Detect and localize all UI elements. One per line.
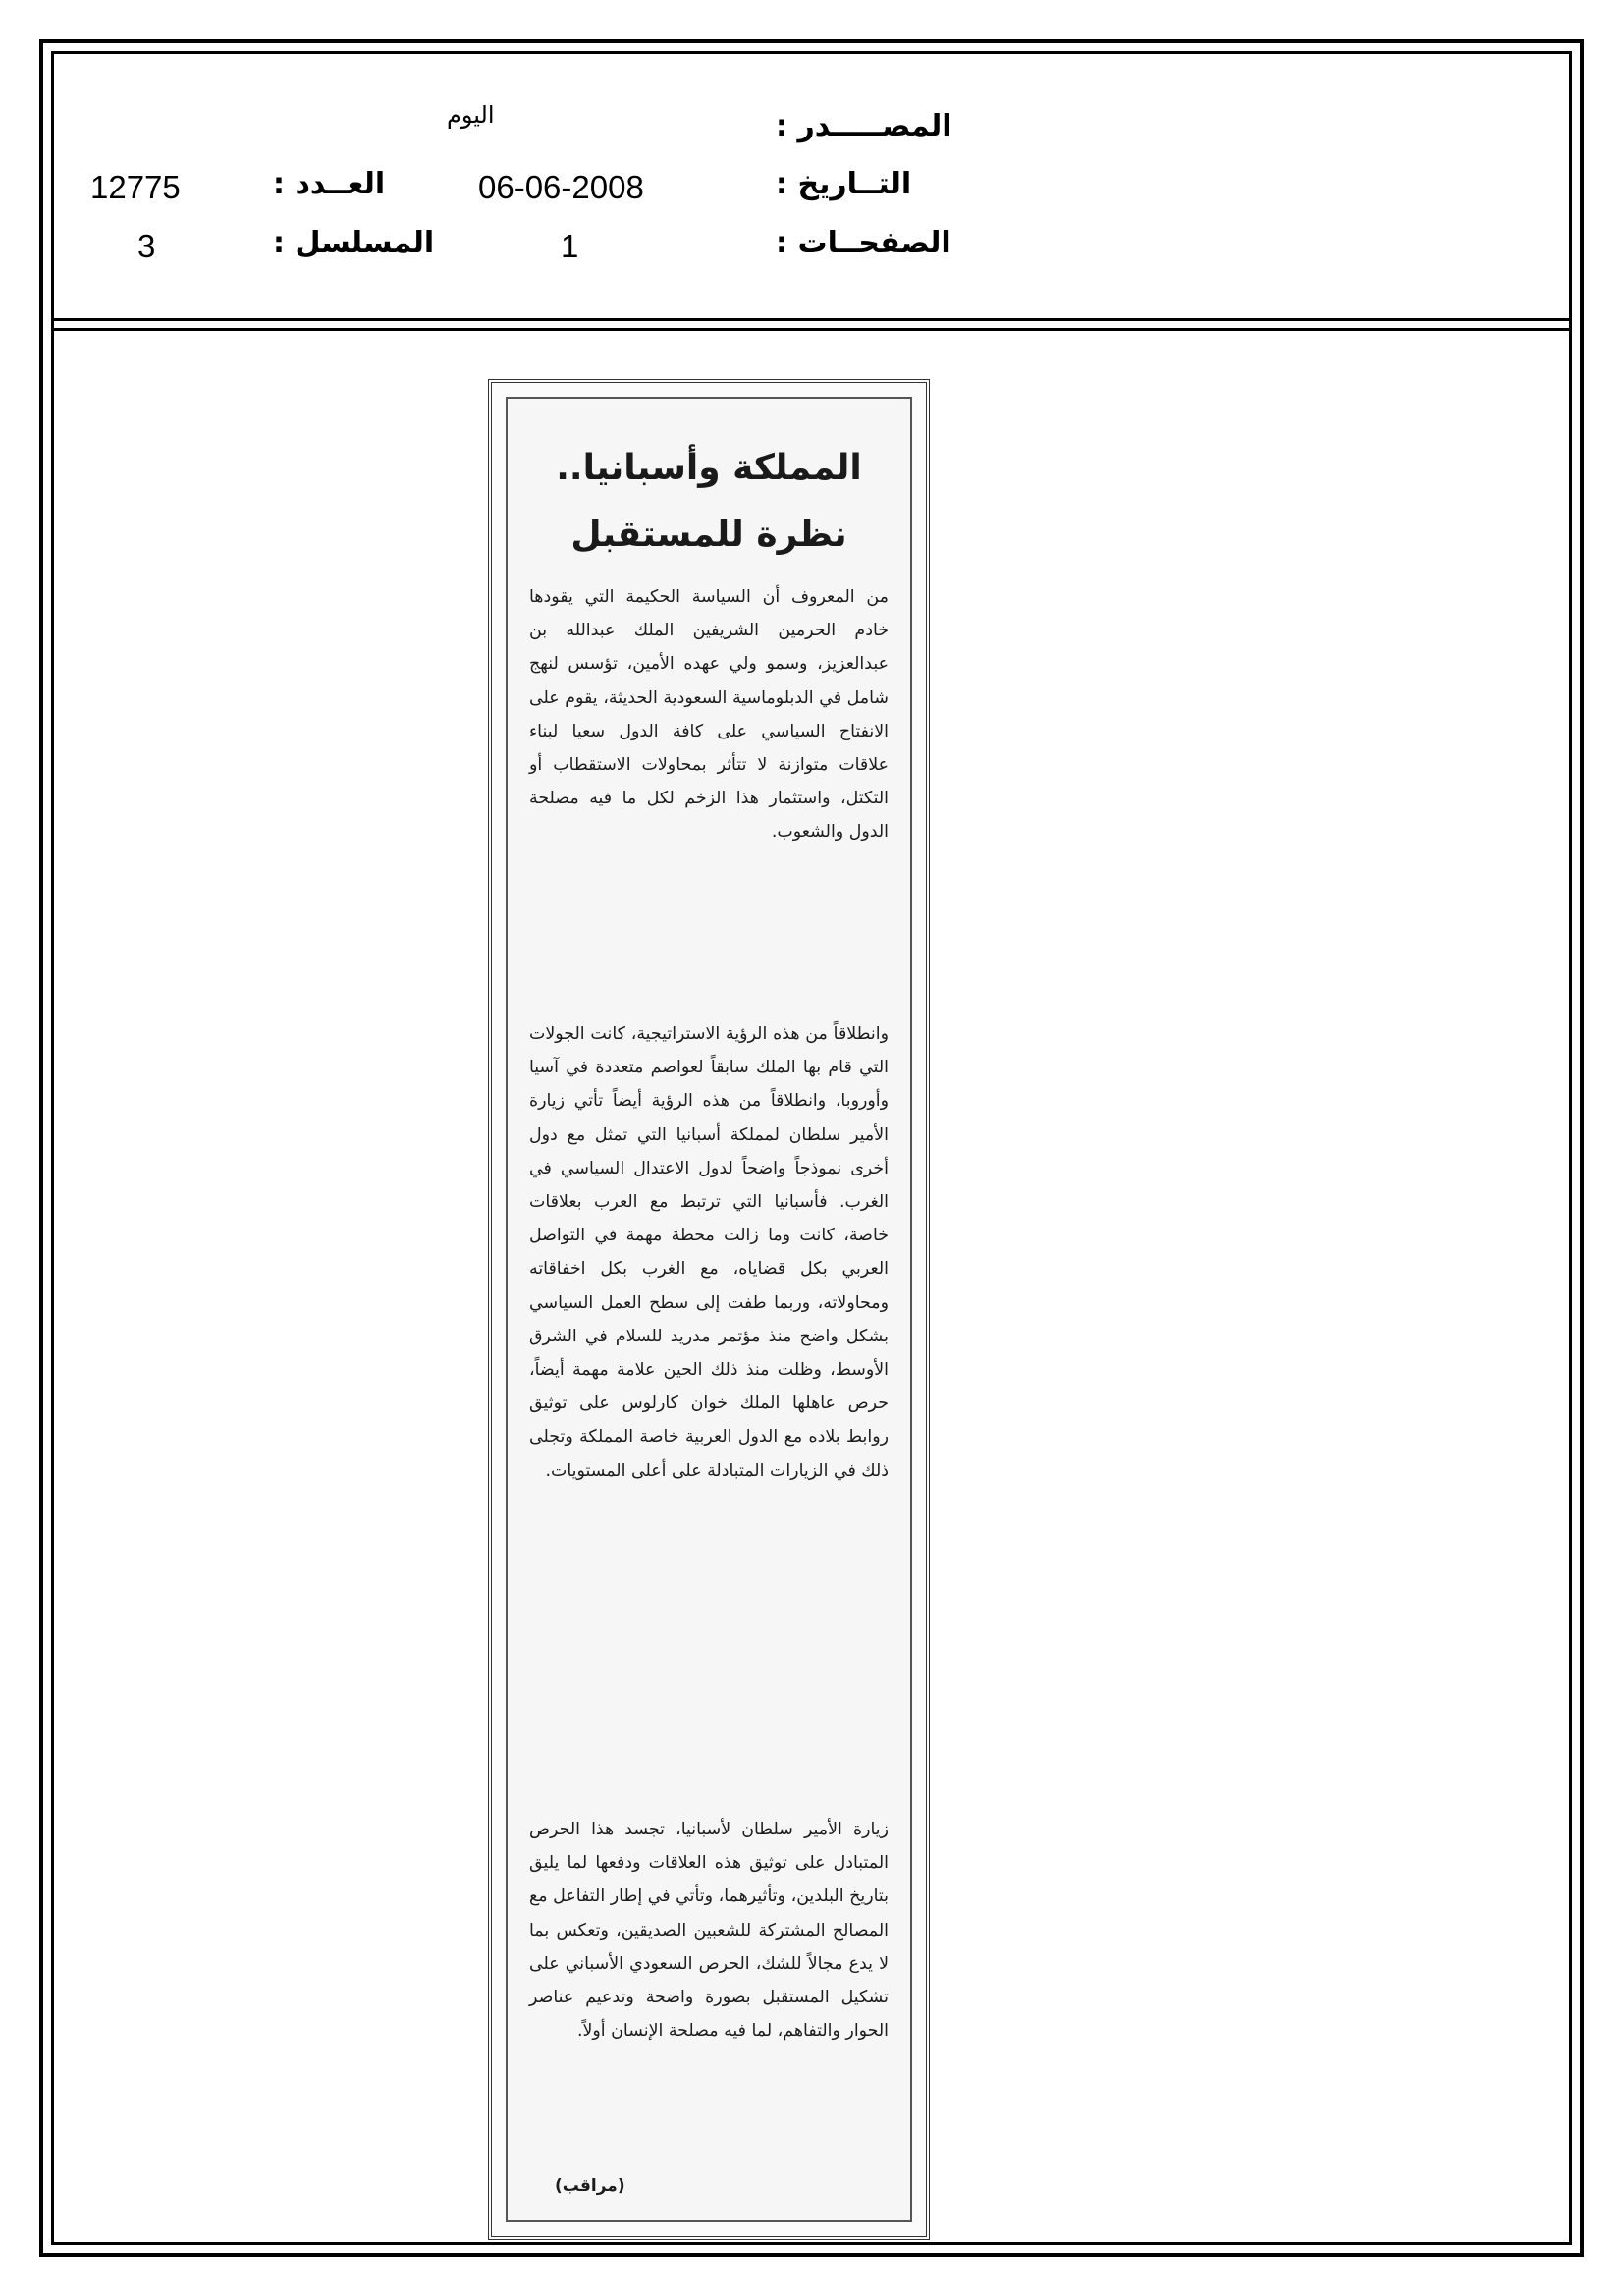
article-paragraph: زيارة الأمير سلطان لأسبانيا، تجسد هذا الحرص المتبادل على توثيق هذه العلاقات ودفعها لما يليق بتاريخ البلدين، وتأثيرهما، وتأتي في إطار التفاعل مع المصالح المشتركة للشعبين الصديقين، وتعكس بما لا يدع مجالاً للشك، الحرص السعودي الأسباني على تشكيل المستقبل بصورة واضحة وتدعيم عناصر الحوار والتفاهم، لما فيه مصلحة الإنسان أولاً.: [529, 1820, 889, 2042]
issue-value: 12775: [90, 169, 181, 205]
source-label: المصـــــدر :: [776, 109, 952, 143]
pages-label: الصفحــات :: [776, 226, 951, 260]
article-paragraph: من المعروف أن السياسة الحكيمة التي يقودها خادم الحرمين الشريفين الملك عبدالله بن عبدالعزيز، وسمو ولي عهده الأمين، تؤسس لنهج شامل في الدبلوماسية السعودية الحديثة، يقوم على الانفتاح السياسي على كافة الدول سعيا لبناء علاقات متوازنة لا تتأثر بمحاولات الاستقطاب أو التكتل، واستثمار هذا الزخم لكل ما فيه مصلحة الدول والشعوب.: [529, 587, 889, 843]
serial-label: المسلسل :: [273, 226, 435, 260]
header-divider-second: [51, 328, 1572, 331]
article-title-line-2: نظرة للمستقبل: [570, 515, 847, 555]
pages-value: 1: [561, 228, 579, 264]
serial-value: 3: [137, 228, 156, 264]
article-clipping: [488, 379, 930, 2240]
source-value: اليوم: [447, 101, 495, 129]
article-clipping-inner: [506, 397, 912, 2222]
issue-label: العــدد :: [273, 167, 386, 201]
article-paragraph: وانطلاقاً من هذه الرؤية الاستراتيجية، كانت الجولات التي قام بها الملك سابقاً لعواصم متعددة في آسيا وأوروبا، وانطلاقاً من هذه الرؤية أيضاً تأتي زيارة الأمير سلطان لمملكة أسبانيا التي تمثل مع دول أخرى نموذجاً واضحاً لدول الاعتدال السياسي في الغرب. فأسبانيا التي ترتبط مع العرب بعلاقات خاصة، كانت وما زالت محطة مهمة في التواصل العربي بكل قضاياه، مع الغرب بكل اخفاقاته ومحاولاته، وربما طفت إلى سطح العمل السياسي بشكل واضح منذ مؤتمر مدريد للسلام في الشرق الأوسط، وظلت منذ ذلك الحين علامة مهمة أيضاً، حرص عاهلها الملك خوان كارلوس على توثيق روابط بلاده مع الدول العربية خاصة المملكة وتجلى ذلك في الزيارات المتبادلة على أعلى المستويات.: [529, 1024, 889, 1481]
article-signature: (مراقب): [555, 2176, 625, 2196]
header-divider: [51, 318, 1572, 321]
date-label: التــاريخ :: [776, 167, 912, 201]
date-value: 06-06-2008: [478, 169, 644, 205]
article-title-line-1: المملكة وأسبانيا..: [556, 448, 862, 488]
